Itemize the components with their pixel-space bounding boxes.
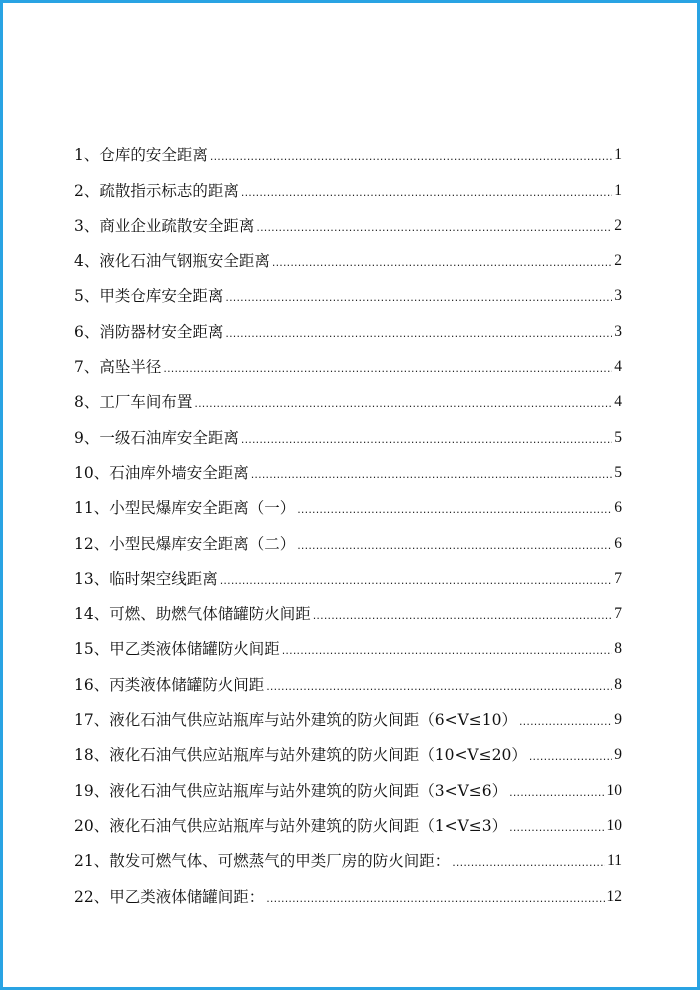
toc-entry-page-number: 8 [614,640,622,658]
toc-dot-leader [163,361,612,377]
toc-entry-title: 5、甲类仓库安全距离 [74,287,224,306]
toc-entry-page-number: 8 [614,675,622,693]
toc-dot-leader [266,679,612,695]
toc-dot-leader [194,396,612,412]
toc-entry-title: 21、散发可燃气体、可燃蒸气的甲类厂房的防火间距： [74,852,451,871]
toc-entry[interactable] [74,236,622,271]
toc-entry-page-number: 3 [614,322,622,340]
toc-dot-leader [297,502,612,518]
toc-dot-leader [241,185,612,201]
toc-entry[interactable] [74,589,622,624]
toc-dot-leader [313,608,613,624]
toc-entry-page-number: 4 [614,393,622,411]
toc-entry-page-number: 10 [606,781,622,799]
toc-entry-title: 14、可燃、助燃气体储罐防火间距 [74,605,311,624]
toc-dot-leader [220,573,613,589]
toc-entry-page-number: 1 [614,146,622,164]
toc-entry-title: 18、液化石油气供应站瓶库与站外建筑的防火间距（10<V≤20） [74,746,527,765]
toc-entry-title: 2、疏散指示标志的距离 [74,181,239,200]
toc-entry-title: 20、液化石油气供应站瓶库与站外建筑的防火间距（1<V≤3） [74,816,508,835]
toc-entry-title: 4、液化石油气钢瓶安全距离 [74,252,270,271]
toc-entry-title: 19、液化石油气供应站瓶库与站外建筑的防火间距（3<V≤6） [74,781,508,800]
toc-entry-page-number: 9 [614,711,622,729]
toc-entry-title: 17、液化石油气供应站瓶库与站外建筑的防火间距（6<V≤10） [74,711,517,730]
toc-entry[interactable] [74,483,622,518]
toc-entry[interactable] [74,871,622,906]
toc-entry-title: 13、临时架空线距离 [74,569,218,588]
toc-entry-page-number: 11 [607,852,622,870]
toc-entry[interactable] [74,554,622,589]
toc-entry-page-number: 6 [614,499,622,517]
toc-entry-page-number: 9 [614,746,622,764]
toc-entry[interactable] [74,165,622,200]
toc-entry-page-number: 2 [614,216,622,234]
toc-entry[interactable] [74,271,622,306]
toc-dot-leader [509,820,604,836]
toc-entry-page-number: 10 [606,816,622,834]
toc-entry-title: 12、小型民爆库安全距离（二） [74,534,296,553]
toc-entry[interactable] [74,201,622,236]
toc-dot-leader [225,326,612,342]
toc-entry[interactable] [74,448,622,483]
toc-dot-leader [272,255,612,271]
toc-dot-leader [529,749,612,765]
toc-dot-leader [519,714,612,730]
toc-entry-page-number: 1 [614,181,622,199]
toc-entry[interactable] [74,659,622,694]
toc-dot-leader [297,538,612,554]
toc-dot-leader [256,220,612,236]
toc-entry-title: 1、仓库的安全距离 [74,146,208,165]
toc-dot-leader [509,785,604,801]
toc-entry-title: 3、商业企业疏散安全距离 [74,216,255,235]
toc-entry-page-number: 6 [614,534,622,552]
toc-dot-leader [225,290,612,306]
toc-entry[interactable] [74,377,622,412]
toc-entry[interactable] [74,342,622,377]
toc-entry[interactable] [74,412,622,447]
toc-entry-title: 10、石油库外墙安全距离 [74,463,249,482]
toc-dot-leader [241,432,612,448]
toc-entry-title: 7、高坠半径 [74,358,162,377]
toc-entry-title: 11、小型民爆库安全距离（一） [74,499,296,518]
toc-entry[interactable] [74,130,622,165]
toc-entry[interactable] [74,306,622,341]
toc-entry-page-number: 2 [614,252,622,270]
toc-entry-title: 15、甲乙类液体储罐防火间距 [74,640,280,659]
toc-entry[interactable] [74,801,622,836]
toc-entry-page-number: 12 [606,887,622,905]
toc-entry-page-number: 5 [614,463,622,481]
toc-dot-leader [282,643,613,659]
toc-entry[interactable] [74,624,622,659]
toc-entry[interactable] [74,836,622,871]
toc-entry-page-number: 3 [614,287,622,305]
toc-entry-page-number: 4 [614,358,622,376]
toc-entry-title: 6、消防器材安全距离 [74,322,224,341]
toc-entry-page-number: 5 [614,428,622,446]
toc-entry-page-number: 7 [614,569,622,587]
toc-entry-title: 22、甲乙类液体储罐间距： [74,887,265,906]
toc-entry-title: 16、丙类液体储罐防火间距 [74,675,265,694]
toc-dot-leader [452,855,605,871]
toc-dot-leader [251,467,613,483]
toc-entry[interactable] [74,518,622,553]
toc-entry[interactable] [74,730,622,765]
toc-entry[interactable] [74,765,622,800]
table-of-contents [74,130,622,907]
toc-dot-leader [266,891,604,907]
toc-entry[interactable] [74,695,622,730]
toc-entry-page-number: 7 [614,605,622,623]
toc-dot-leader [210,149,612,165]
toc-entry-title: 8、工厂车间布置 [74,393,193,412]
toc-entry-title: 9、一级石油库安全距离 [74,428,239,447]
